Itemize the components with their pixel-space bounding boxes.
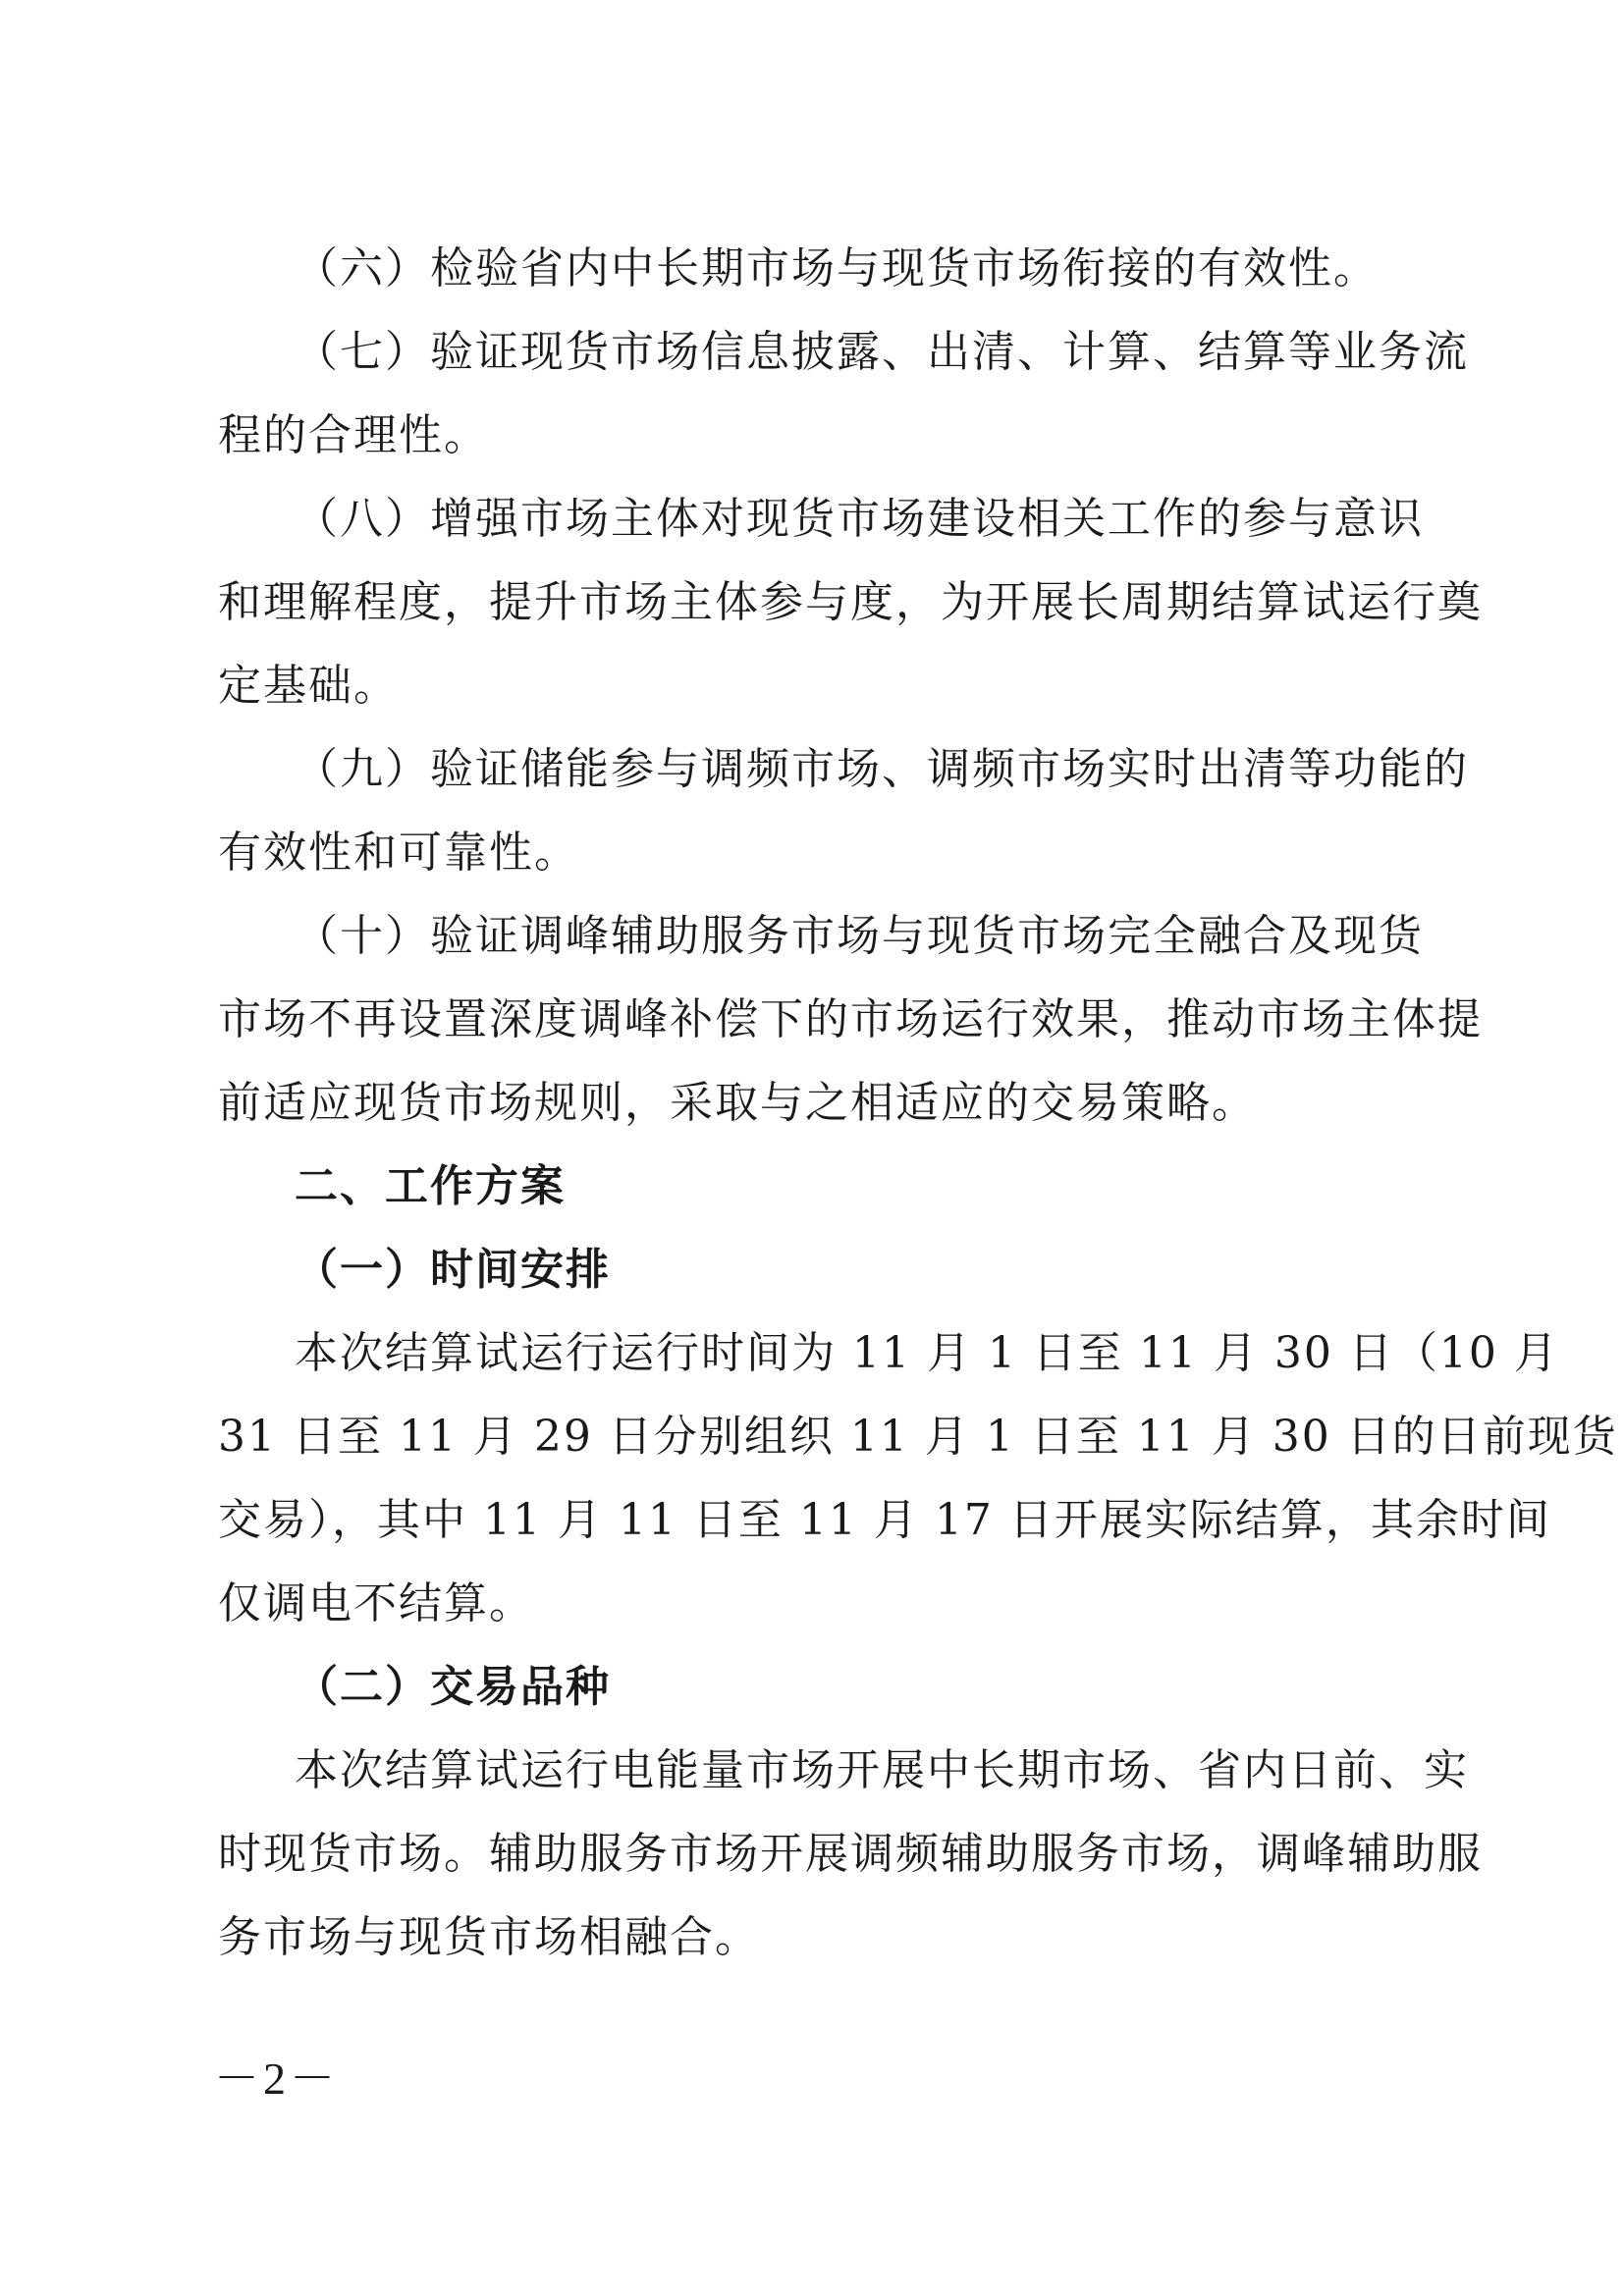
paragraph-7-line-1: （七）验证现货市场信息披露、出清、计算、结算等业务流 xyxy=(295,327,1469,377)
paragraph-6-line-1: （六）检验省内中长期市场与现货市场衔接的有效性。 xyxy=(295,243,1379,294)
paragraph-8-line-3: 定基础。 xyxy=(218,661,399,711)
paragraph-10-line-1: （十）验证调峰辅助服务市场与现货市场完全融合及现货 xyxy=(295,911,1424,961)
paragraph-10-line-2: 市场不再设置深度调峰补偿下的市场运行效果，推动市场主体提 xyxy=(218,994,1483,1044)
trading-types-line-2: 时现货市场。辅助服务市场开展调频辅助服务市场，调峰辅助服 xyxy=(218,1829,1483,1879)
trading-types-line-1: 本次结算试运行电能量市场开展中长期市场、省内日前、实 xyxy=(295,1745,1469,1795)
page-number: －2－ xyxy=(214,2054,339,2104)
schedule-line-2: 31 日至 11 月 29 日分别组织 11 月 1 日至 11 月 30 日的日前现货 xyxy=(218,1412,1618,1462)
trading-types-line-3: 务市场与现货市场相融合。 xyxy=(218,1912,760,1962)
subsection-heading-schedule: （一）时间安排 xyxy=(295,1245,611,1295)
paragraph-10-line-3: 前适应现货市场规则，采取与之相适应的交易策略。 xyxy=(218,1078,1257,1128)
section-heading-work-plan: 二、工作方案 xyxy=(295,1161,566,1211)
schedule-line-3: 交易），其中 11 月 11 日至 11 月 17 日开展实际结算，其余时间 xyxy=(218,1495,1551,1545)
paragraph-9-line-1: （九）验证储能参与调频市场、调频市场实时出清等功能的 xyxy=(295,744,1469,794)
schedule-line-1: 本次结算试运行运行时间为 11 月 1 日至 11 月 30 日（10 月 xyxy=(295,1328,1559,1378)
paragraph-8-line-2: 和理解程度，提升市场主体参与度，为开展长周期结算试运行奠 xyxy=(218,577,1483,627)
subsection-heading-trading-types: （二）交易品种 xyxy=(295,1662,611,1712)
paragraph-9-line-2: 有效性和可靠性。 xyxy=(218,828,579,878)
schedule-line-4: 仅调电不结算。 xyxy=(218,1578,534,1629)
paragraph-8-line-1: （八）增强市场主体对现货市场建设相关工作的参与意识 xyxy=(295,494,1424,544)
paragraph-7-line-2: 程的合理性。 xyxy=(218,410,489,460)
